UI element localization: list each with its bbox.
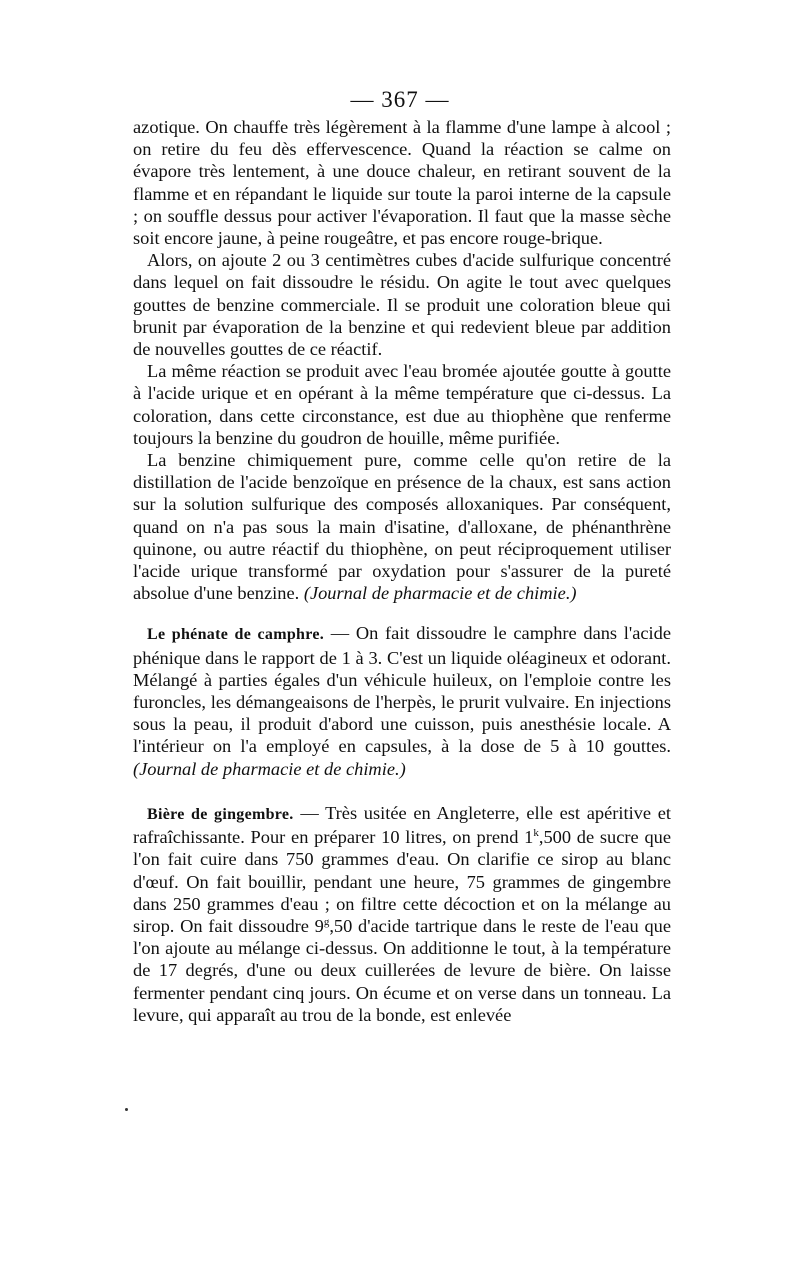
unit-gram-superscript: g <box>323 915 330 928</box>
citation-journal-phenate: (Journal de pharmacie et de chimie.) <box>133 758 406 779</box>
section-body-phenate: — On fait dissoudre le camphre dans l'acide phénique dans le rapport de 1 à 3. C'est un liquide oléagineux et odorant. Mélangé à parties égales d'un véhicule huileux, on l'emploie contre les furoncles, les démangeaisons de l'herpès, le prurit vulvaire. En injections sous la peau, il produit d'abord une cuisson, puis anesthésie locale. A l'intérieur on l'a employé en capsules, à la dose de 5 à 10 gouttes. <box>133 623 671 757</box>
section-phenate-de-camphre <box>133 622 671 779</box>
paragraph-continuation: azotique. On chauffe très légèrement à la flamme d'une lampe à alcool ; on retire du feu dès effervescence. Quand la réaction se calme on évapore très lentement, à une douce chaleur, en retirant souvent de la flamme et en répandant le liquide sur toute la paroi interne de la capsule ; on souffle dessus pour activer l'évaporation. Il faut que la masse sèche soit encore jaune, à peine rougeâtre, et pas encore rouge-brique. <box>133 117 671 249</box>
citation-journal: (Journal de pharmacie et de chimie.) <box>303 583 577 604</box>
section-body-biere-c: ,50 d'acide tartrique dans le reste de l'eau que l'on ajoute au mélange ci-dessus. On additionne le tout, à la température de 17 degrés, d'une ou deux cuillerées de levure de bière. On laisse fermenter pendant cinq jours. On écume et on verse dans un tonneau. La levure, qui apparaît au trou de la bonde, est enlevée <box>133 915 671 1025</box>
section-biere-de-gingembre <box>133 802 671 1026</box>
paragraph-bromine-water: La même réaction se produit avec l'eau bromée ajoutée goutte à goutte à l'acide urique et en opérant à la même température que ci-dessus. La coloration, dans cette circonstance, est due au thiophène que renferme toujours la benzine du goudron de houille, même purifiée. <box>133 361 671 448</box>
ink-speck <box>125 1108 128 1111</box>
paragraph-sulfuric-acid: Alors, on ajoute 2 ou 3 centimètres cubes d'acide sulfurique concentré dans lequel on fait dissoudre le résidu. On agite le tout avec quelques gouttes de benzine commerciale. Il se produit une coloration bleue qui brunit par évaporation de la benzine et qui redevient bleue par addition de nouvelles gouttes de ce réactif. <box>133 250 671 360</box>
pure-benzine-text: La benzine chimiquement pure, comme celle qu'on retire de la distillation de l'acide benzoïque en présence de la chaux, est sans action sur la solution sulfurique des composés alloxaniques. Par conséquent, quand on n'a pas sous la main d'isatine, d'alloxane, de phénanthrène quinone, ou autre réactif du thiophène, on peut réciproquement utiliser l'acide urique transformé par oxydation pour s'assurer de la pureté absolue d'une benzine. <box>133 450 671 604</box>
section-body-biere-a: — Très usitée en Angleterre, elle est apéritive et rafraîchissante. Pour en préparer 10 litres, on prend 1 <box>133 802 672 848</box>
section-title-phenate: Le phénate de camphre. <box>147 626 325 644</box>
paragraph-pure-benzine <box>133 449 671 604</box>
section-title-biere: Bière de gingembre. <box>147 805 294 823</box>
page-number: — 367 — <box>350 87 450 112</box>
text-block <box>133 116 671 1026</box>
unit-kilogram-superscript: k <box>533 826 539 839</box>
section-body-biere-b: ,500 de sucre que l'on fait cuire dans 750 grammes d'eau. On clarifie ce sirop au blanc d'œuf. On fait bouillir, pendant une heure, 75 grammes de gingembre dans 250 grammes d'eau ; on filtre cette décoction et on la mélange au sirop. On fait dissoudre 9 <box>133 827 671 936</box>
